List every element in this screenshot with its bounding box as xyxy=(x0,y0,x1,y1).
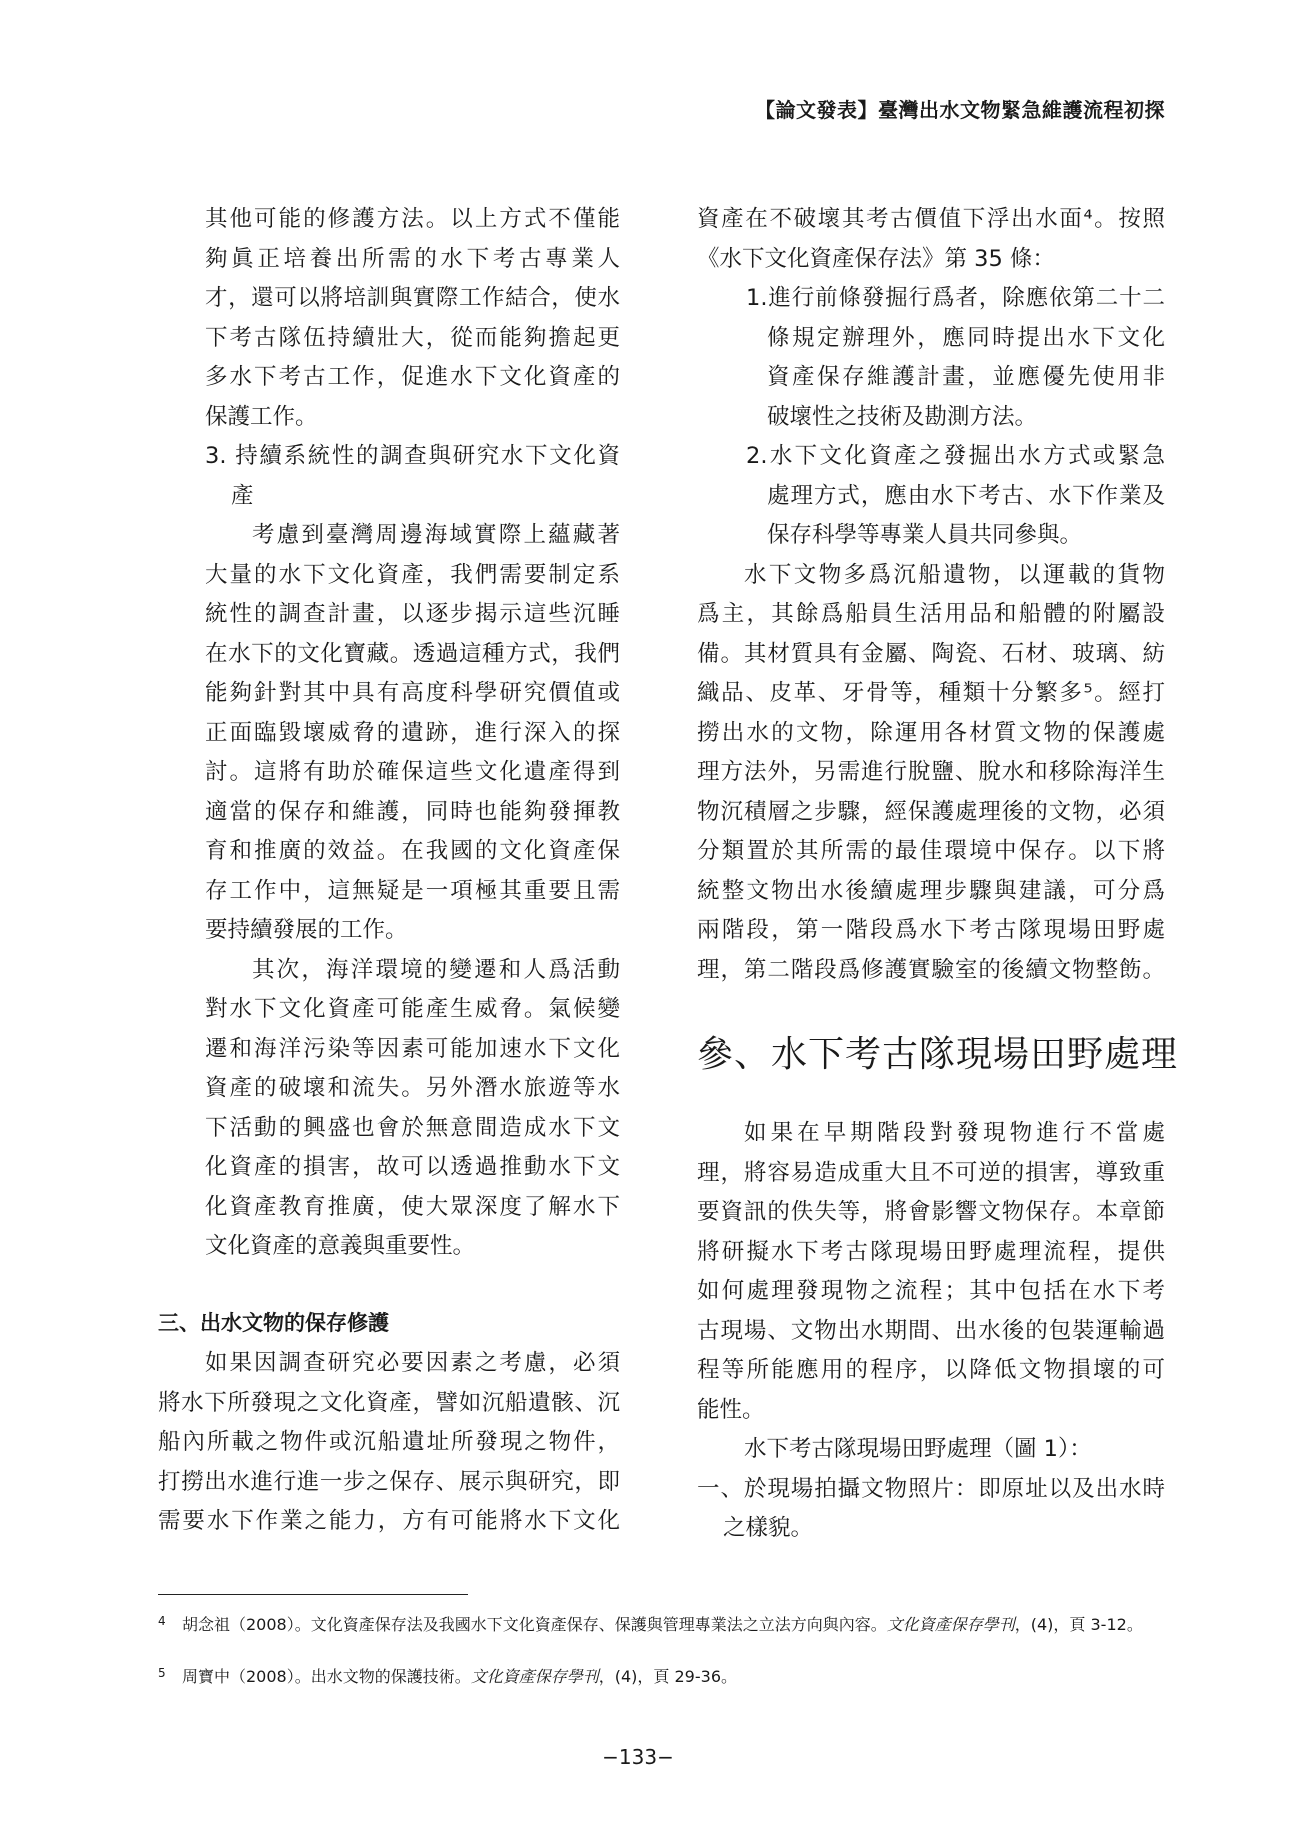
chapter-heading: 參、水下考古隊現場田野處理 xyxy=(697,1034,1179,1075)
text-line: 能性。 xyxy=(697,1396,765,1423)
text-line: 之樣貌。 xyxy=(723,1515,814,1541)
text-line: 才，還可以將培訓與實際工作結合，使水 xyxy=(205,285,620,311)
right-column-upper-text xyxy=(697,200,1165,990)
text-line: 其次，海洋環境的變遷和人爲活動 xyxy=(252,956,620,983)
text-line: 條規定辦理外，應同時提出水下文化 xyxy=(767,324,1165,351)
text-line: 存工作中，這無疑是一項極其重要且需 xyxy=(205,877,620,904)
text-line: 要持續發展的工作。 xyxy=(205,917,408,943)
text-line: 如果在早期階段對發現物進行不當處 xyxy=(744,1120,1165,1146)
text-line: 產 xyxy=(231,482,254,509)
text-line: 文化資產的意義與重要性。 xyxy=(205,1233,476,1259)
text-line: 保存科學等專業人員共同參與。 xyxy=(767,522,1083,548)
text-line: 考慮到臺灣周邊海域實際上蘊藏著 xyxy=(252,522,620,548)
text-line: 化資產的損害，故可以透過推動水下文 xyxy=(205,1154,620,1180)
text-line: 船內所載之物件或沉船遺址所發現之物件， xyxy=(158,1429,620,1455)
text-line: 正面臨毀壞威脅的遺跡，進行深入的探 xyxy=(205,719,620,746)
text-line: 理，第二階段爲修護實驗室的後續文物整飭。 xyxy=(697,956,1165,983)
text-line: 如果因調查研究必要因素之考慮，必須 xyxy=(205,1350,620,1376)
text-line: 適當的保存和維護，同時也能夠發揮教 xyxy=(205,798,620,825)
text-line: 資產的破壞和流失。另外潛水旅遊等水 xyxy=(205,1075,620,1101)
text-line: 3. 持續系統性的調查與研究水下文化資 xyxy=(205,443,620,469)
text-line: 需要水下作業之能力，方有可能將水下文化 xyxy=(158,1508,620,1534)
text-line: 下考古隊伍持續壯大，從而能夠擔起更 xyxy=(205,324,620,351)
text-line: 在水下的文化寶藏。透過這種方式，我們 xyxy=(205,640,620,667)
text-line: 將研擬水下考古隊現場田野處理流程，提供 xyxy=(697,1238,1165,1265)
text-line: 其他可能的修護方法。以上方式不僅能 xyxy=(205,206,620,232)
text-line: 一、於現場拍攝文物照片：即原址以及出水時 xyxy=(697,1475,1165,1502)
text-line: 大量的水下文化資產，我們需要制定系 xyxy=(205,561,620,588)
text-line: 古現場、文物出水期間、出水後的包裝運輸過 xyxy=(697,1317,1165,1344)
text-line: 化資產教育推廣，使大眾深度了解水下 xyxy=(205,1193,620,1220)
text-line: 對水下文化資產可能產生威脅。氣候變 xyxy=(205,996,620,1022)
text-line: 如何處理發現物之流程；其中包括在水下考 xyxy=(697,1278,1165,1304)
text-line: 兩階段，第一階段爲水下考古隊現場田野處 xyxy=(697,917,1165,943)
text-line: 2.水下文化資產之發掘出水方式或緊急 xyxy=(746,443,1165,469)
text-line: 育和推廣的效益。在我國的文化資產保 xyxy=(205,838,620,864)
text-line: 物沉積層之步驟，經保護處理後的文物，必須 xyxy=(697,798,1165,825)
text-line: 撈出水的文物，除運用各材質文物的保護處 xyxy=(697,719,1165,746)
text-line: 保護工作。 xyxy=(205,403,318,430)
text-line: 討。這將有助於確保這些文化遺產得到 xyxy=(205,759,620,785)
text-line: 夠眞正培養出所需的水下考古專業人 xyxy=(205,245,620,272)
text-line: 下活動的興盛也會於無意間造成水下文 xyxy=(205,1114,620,1141)
left-column-upper-text xyxy=(205,200,620,1267)
text-line: 打撈出水進行進一步之保存、展示與研究，即 xyxy=(158,1468,620,1495)
running-header: 【論文發表】臺灣出水文物緊急維護流程初探 xyxy=(755,98,1165,122)
text-line: 資產保存維護計畫，並應優先使用非 xyxy=(767,364,1165,390)
left-column-lower-text xyxy=(158,1344,620,1542)
text-line: 水下文物多爲沉船遺物，以運載的貨物 xyxy=(744,561,1165,588)
text-line: 理方法外，另需進行脫鹽、脫水和移除海洋生 xyxy=(697,759,1165,785)
footnote-5: 5 周寶中（2008）。出水文物的保護技術。文化資產保存學刊，(4)，頁 29-36。 xyxy=(158,1666,737,1686)
text-line: 理，將容易造成重大且不可逆的損害，導致重 xyxy=(697,1159,1165,1186)
text-line: 遷和海洋污染等因素可能加速水下文化 xyxy=(205,1035,620,1062)
text-line: 《水下文化資產保存法》第 35 條： xyxy=(697,245,1055,272)
text-line: 資產在不破壞其考古價值下浮出水面⁴。按照 xyxy=(697,206,1165,232)
text-line: 要資訊的佚失等，將會影響文物保存。本章節 xyxy=(697,1199,1165,1225)
text-line: 多水下考古工作，促進水下文化資產的 xyxy=(205,364,620,390)
text-line: 1.進行前條發掘行爲者，除應依第二十二 xyxy=(746,285,1165,311)
text-line: 程等所能應用的程序，以降低文物損壞的可 xyxy=(697,1357,1165,1383)
text-line: 能夠針對其中具有高度科學研究價值或 xyxy=(205,680,620,706)
text-line: 水下考古隊現場田野處理（圖 1）： xyxy=(744,1436,1092,1462)
text-line: 破壞性之技術及勘測方法。 xyxy=(767,403,1038,430)
section-heading: 三、出水文物的保存修護 xyxy=(158,1311,389,1335)
text-line: 統性的調查計畫，以逐步揭示這些沉睡 xyxy=(205,601,620,627)
right-column-lower-text xyxy=(697,1114,1165,1549)
text-line: 分類置於其所需的最佳環境中保存。以下將 xyxy=(697,838,1165,864)
page-number: −133− xyxy=(602,1745,674,1769)
text-line: 處理方式，應由水下考古、水下作業及 xyxy=(767,482,1165,509)
text-line: 將水下所發現之文化資產，譬如沉船遺骸、沉 xyxy=(158,1389,620,1416)
text-line: 統整文物出水後續處理步驟與建議，可分爲 xyxy=(697,877,1165,904)
footnote-4: 4 胡念祖（2008）。文化資產保存法及我國水下文化資產保存、保護與管理專業法之立法方向與內容。文化資產保存學刊，(4)，頁 3-12。 xyxy=(158,1614,1143,1634)
footnote-divider xyxy=(158,1594,468,1595)
text-line: 備。其材質具有金屬、陶瓷、石材、玻璃、紡 xyxy=(697,640,1165,667)
text-line: 織品、皮革、牙骨等，種類十分繁多⁵。經打 xyxy=(697,680,1165,706)
text-line: 爲主，其餘爲船員生活用品和船體的附屬設 xyxy=(697,601,1165,627)
